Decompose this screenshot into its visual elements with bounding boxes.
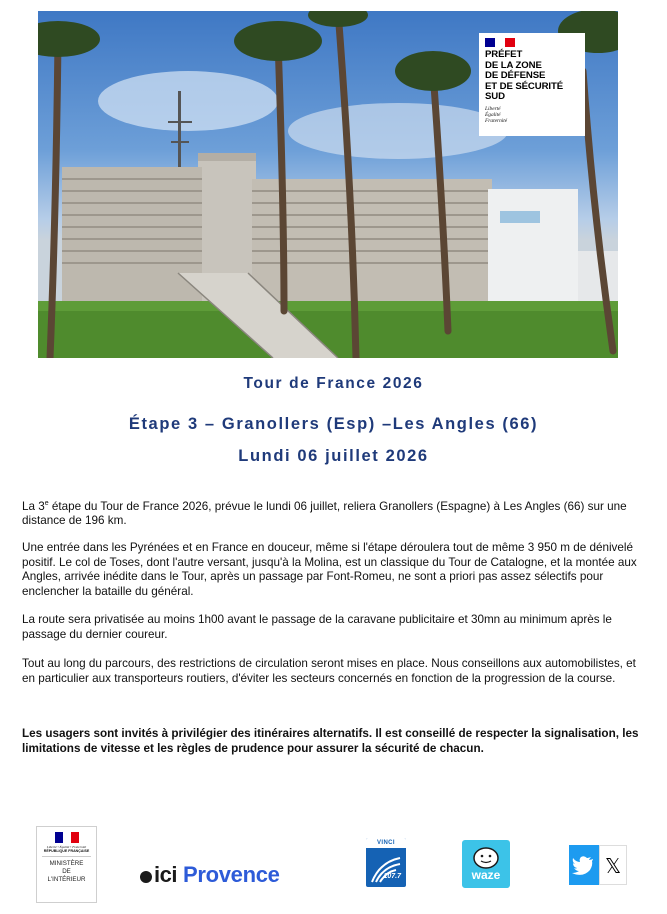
paragraph-intro	[22, 497, 642, 529]
ici-dot-icon	[140, 871, 152, 883]
republique-devise: Liberté • Égalité • Fraternité	[46, 845, 87, 849]
prefet-title: PRÉFET DE LA ZONE DE DÉFENSE ET DE SÉCURITÉ SUD	[485, 49, 564, 102]
intro-text-start: La 3	[22, 499, 45, 513]
event-title: Tour de France 2026	[243, 375, 424, 392]
prefet-logo	[479, 33, 585, 136]
paragraph-closure: La route sera privatisée au moins 1h00 avant le passage de la caravane publicitaire et 30mn au minimum après le passage du dernier coureur.	[22, 613, 612, 641]
ici-word: ici	[154, 862, 177, 887]
ministere-interieur-logo	[36, 826, 97, 903]
paragraph-restrictions: Tout au long du parcours, des restrictions de circulation seront mises en place. Nous conseillons aux automobilistes, et en particulier aux transporteurs routiers, d'éviter les secteurs concernés en fonction de la progression de la course.	[22, 657, 636, 685]
paragraph-advice: Les usagers sont invités à privilégier des itinéraires alternatifs. Il est conseillé de respecter la signalisation, les limitations de vitesse et les règles de prudence pour assurer la sécurité de chacun.	[22, 727, 639, 755]
ministere-name: MINISTÈRE DE L'INTÉRIEUR	[47, 860, 86, 883]
vinci-autoroutes-radio-logo	[366, 838, 406, 887]
ici-provence-logo	[140, 862, 280, 888]
ici-region: Provence	[182, 862, 280, 887]
prefet-motto: Liberté Égalité Fraternité	[485, 105, 508, 125]
marianne-flag-icon	[55, 832, 79, 843]
twitter-logo	[569, 845, 599, 885]
waze-label: waze	[471, 868, 501, 882]
intro-text-end: étape du Tour de France 2026, prévue le lundi 06 juillet, reliera Granollers (Espagne) à Les Angles (66) sur une distance de 196 km.	[22, 499, 627, 528]
waze-logo	[462, 840, 510, 888]
ordinal-suffix: e	[44, 500, 49, 507]
marianne-flag-icon	[485, 38, 515, 47]
x-logo	[599, 845, 627, 885]
radio-waves-icon	[366, 848, 406, 887]
vinci-brand: VINCI	[366, 838, 406, 848]
x-logo-icon: 𝕏	[604, 854, 622, 878]
twitter-bird-icon	[569, 845, 599, 885]
stage-title: Étape 3 – Granollers (Esp) –Les Angles (66)	[128, 415, 539, 433]
vinci-frequency: 107.7	[383, 873, 401, 880]
stage-date: Lundi 06 juillet 2026	[238, 447, 429, 465]
paragraph-route: Une entrée dans les Pyrénées et en France en douceur, même si l'étape déroulera tout de même 3 950 m de dénivelé positif. Le col de Toses, dont l'autre versant, jusqu'à la Molina, est un classique du Tour de Catalogne, et la montée aux Angles, arrivée inédite dans le Tour, après un passage par Font-Romeu, ne sont a priori pas assez sélectifs pour enclencher la bataille du général.	[22, 541, 637, 598]
republique-label: RÉPUBLIQUE FRANÇAISE	[42, 849, 91, 857]
